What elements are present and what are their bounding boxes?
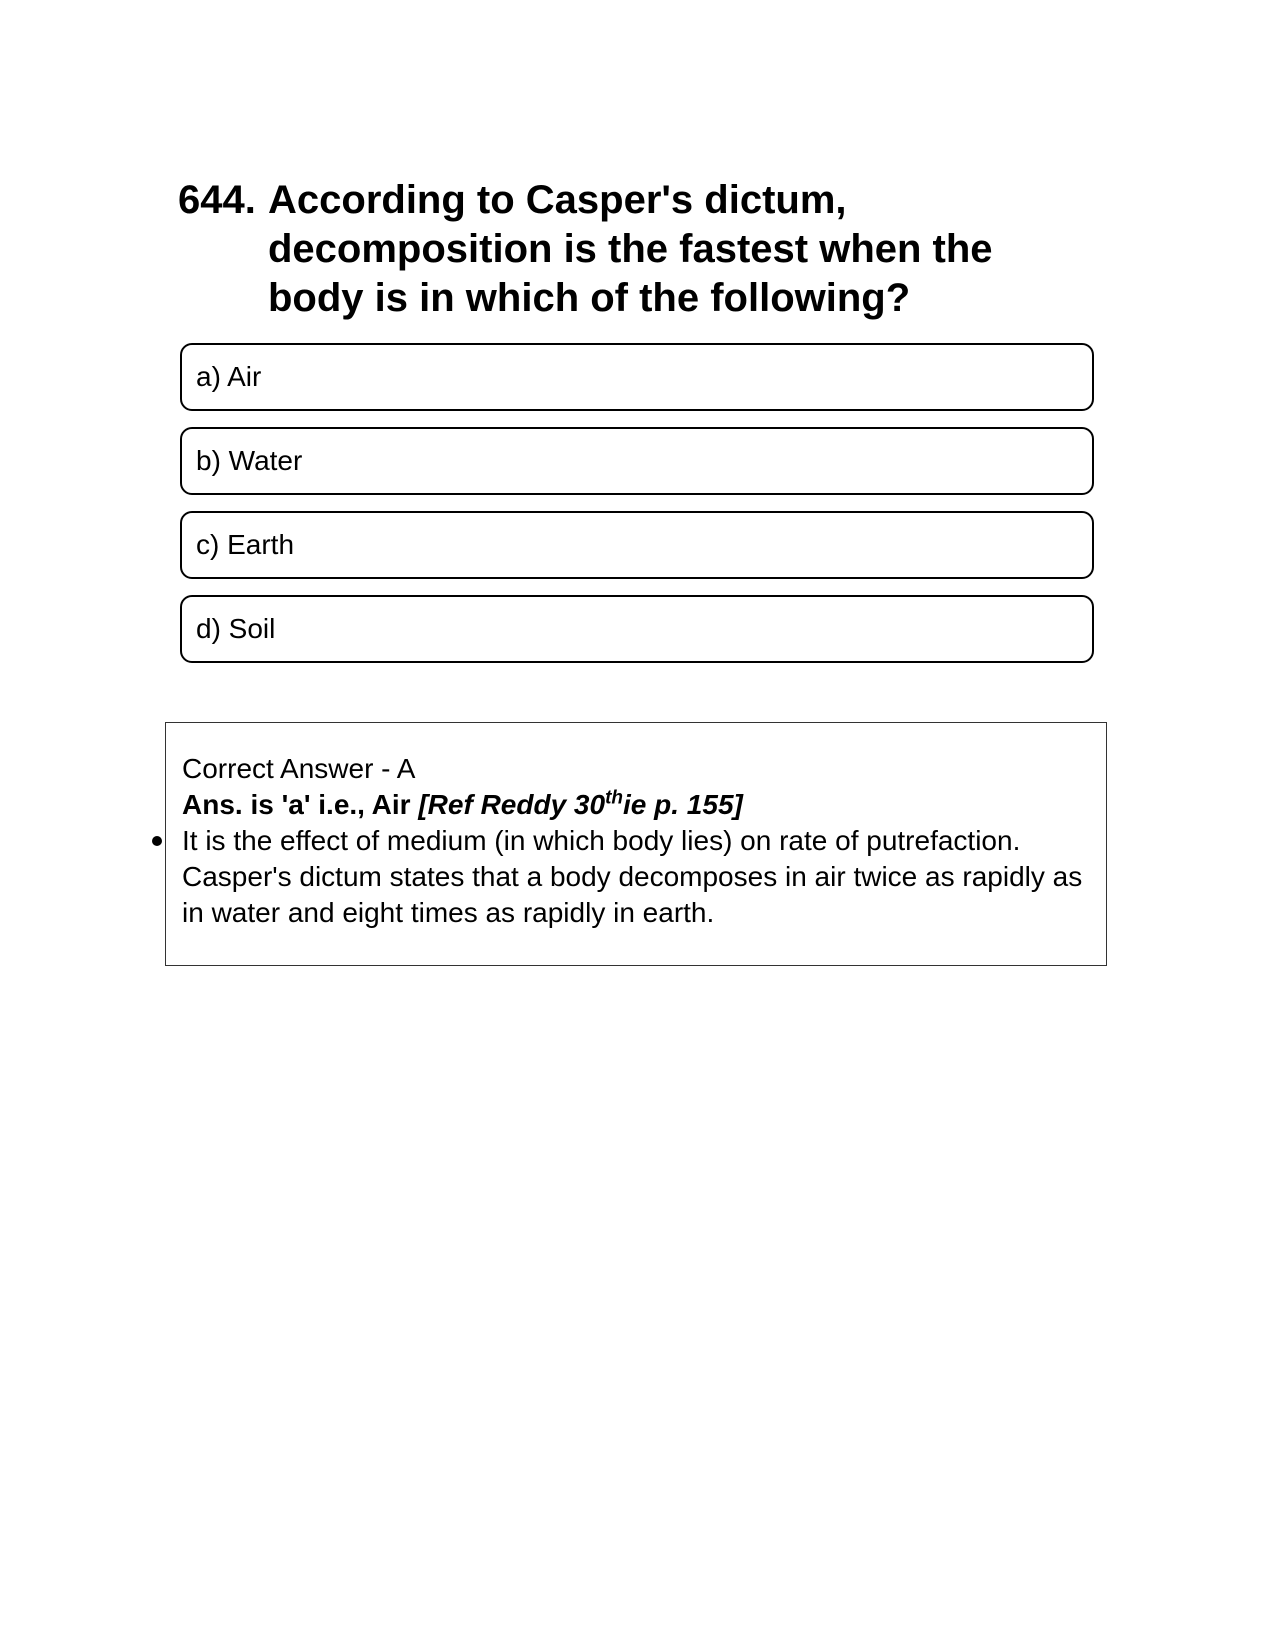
question-number: 644. (178, 178, 256, 222)
options-list (180, 343, 1094, 679)
correct-answer-line: Correct Answer - A (182, 753, 416, 784)
option-d-label: d) Soil (196, 613, 276, 644)
explanation-text: It is the effect of medium (in which body lies) on rate of putrefaction. Casper's dictum states that a body decomposes in air twice as rapidly as in water and eight times as rapidly in earth. (182, 825, 1083, 928)
answer-reference (418, 789, 743, 820)
reference-suffix: ie p. 155] (623, 789, 743, 820)
option-d[interactable] (180, 595, 1094, 663)
question-heading (178, 176, 1058, 323)
question-text: According to Casper's dictum, decomposition is the fastest when the body is in which of the following? (268, 178, 993, 320)
option-b-label: b) Water (196, 445, 303, 476)
reference-prefix: [Ref Reddy 30 (418, 789, 606, 820)
option-a[interactable] (180, 343, 1094, 411)
option-b[interactable] (180, 427, 1094, 495)
option-c-label: c) Earth (196, 529, 295, 560)
answer-explanation-box (165, 722, 1107, 966)
reference-superscript: th (605, 787, 624, 809)
option-c[interactable] (180, 511, 1094, 579)
answer-reference-line (182, 787, 1090, 823)
bullet-dot-icon (152, 836, 162, 846)
explanation-bullet (182, 823, 1090, 931)
answer-main: Ans. is 'a' i.e., Air (182, 789, 419, 820)
option-a-label: a) Air (196, 361, 262, 392)
